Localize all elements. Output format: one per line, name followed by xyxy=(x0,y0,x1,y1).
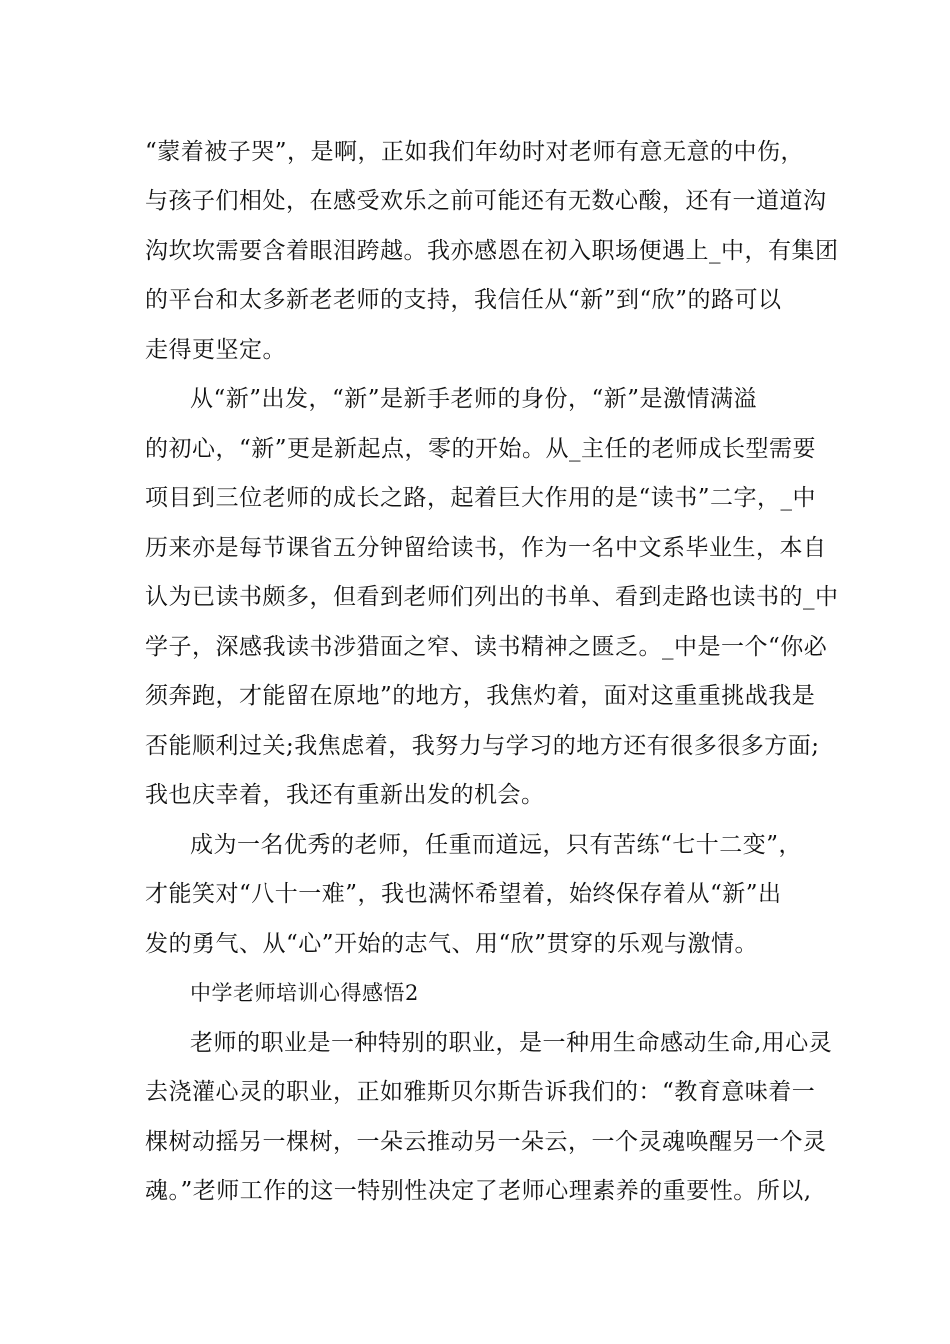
paragraph-first-line: 从“新”出发，“新”是新手老师的身份，“新”是激情满溢 xyxy=(190,386,758,412)
text-line: 须奔跑，才能留在原地”的地方，我焦灼着，面对这重重挑战我是 xyxy=(145,683,816,709)
text-line: 走得更坚定。 xyxy=(145,337,286,363)
text-line: 学子，深感我读书涉猎面之窄、读书精神之匮乏。_中是一个“你必 xyxy=(145,634,828,660)
text-line: 的初心，“新”更是新起点，零的开始。从_主任的老师成长型需要 xyxy=(145,436,817,462)
text-line: 项目到三位老师的成长之路，起着巨大作用的是“读书”二字，_中 xyxy=(145,485,817,511)
text-line: 历来亦是每节课省五分钟留给读书，作为一名中文系毕业生，本自 xyxy=(145,535,827,561)
text-line: 才能笑对“八十一难”，我也满怀希望着，始终保存着从“新”出 xyxy=(145,881,782,907)
text-line: 发的勇气、从“心”开始的志气、用“欣”贯穿的乐观与激情。 xyxy=(145,931,759,957)
text-line: 沟坎坎需要含着眼泪跨越。我亦感恩在初入职场便遇上_中，有集团 xyxy=(145,238,839,264)
paragraph-first-line: 老师的职业是一种特别的职业，是一种用生命感动生命,用心灵 xyxy=(190,1030,833,1056)
text-line: 棵树动摇另一棵树，一朵云推动另一朵云，一个灵魂唤醒另一个灵 xyxy=(145,1129,827,1155)
text-line: 魂。”老师工作的这一特别性决定了老师心理素养的重要性。所以, xyxy=(145,1178,812,1204)
paragraph-first-line: 成为一名优秀的老师，任重而道远，只有苦练“七十二变”， xyxy=(190,832,803,858)
text-line: 否能顺利过关;我焦虑着，我努力与学习的地方还有很多很多方面; xyxy=(145,733,820,759)
text-line: 去浇灌心灵的职业，正如雅斯贝尔斯告诉我们的：“教育意味着一 xyxy=(145,1079,816,1105)
text-line: “蒙着被子哭”，是啊，正如我们年幼时对老师有意无意的中伤， xyxy=(145,139,805,165)
text-line: 我也庆幸着，我还有重新出发的机会。 xyxy=(145,782,545,808)
text-line: 认为已读书颇多，但看到老师们列出的书单、看到走路也读书的_中 xyxy=(145,584,839,610)
text-line: 与孩子们相处，在感受欢乐之前可能还有无数心酸，还有一道道沟 xyxy=(145,188,827,214)
section-heading: 中学老师培训心得感悟2 xyxy=(190,981,419,1005)
text-line: 的平台和太多新老老师的支持，我信任从“新”到“欣”的路可以 xyxy=(145,287,782,313)
